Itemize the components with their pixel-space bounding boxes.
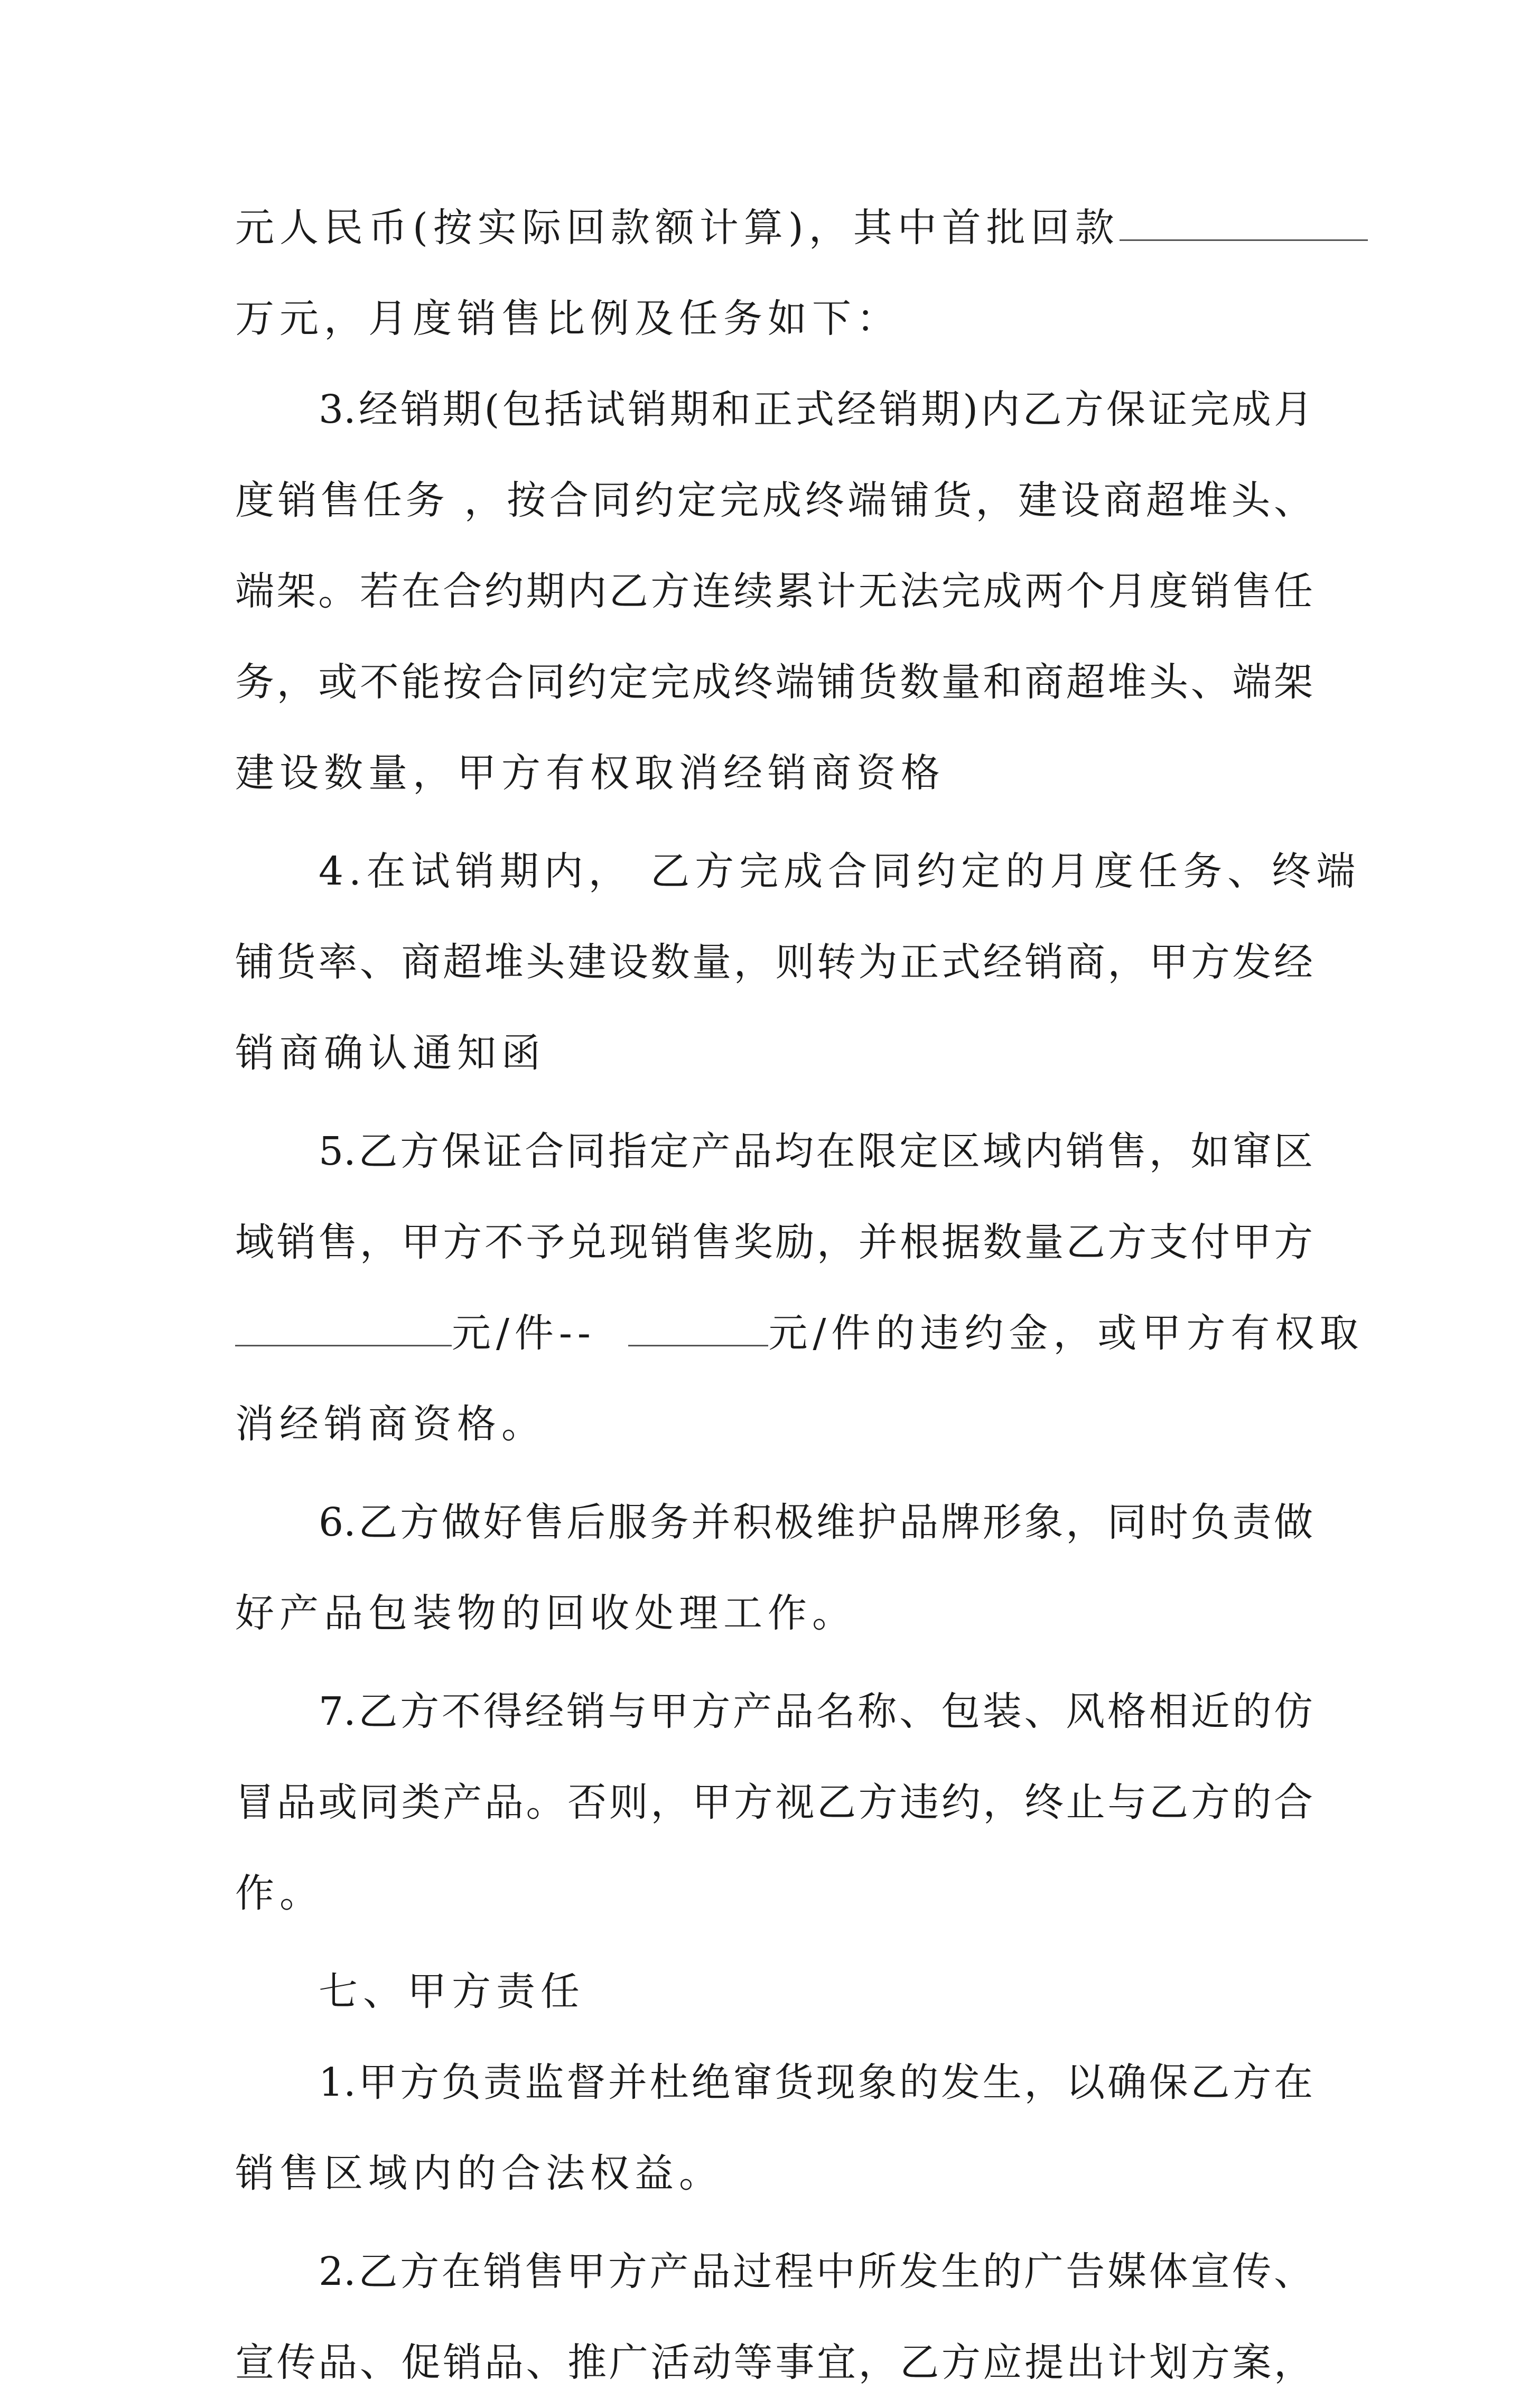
line-text: 7.乙方不得经销与甲方产品名称、包装、风格相近的仿 <box>319 1689 1313 1734</box>
fill-in-blank <box>628 1314 768 1346</box>
paragraph-start-line <box>235 2226 1313 2317</box>
text-line <box>235 1008 1313 1099</box>
contract-body-text <box>235 182 1364 2408</box>
line-text: 好产品包装物的回收处理工作。 <box>235 1591 856 1636</box>
line-text: 七、甲方责任 <box>319 1969 585 2014</box>
line-text: 建设数量，甲方有权取消经销商资格 <box>235 750 945 796</box>
line-text: 宣传品、促销品、推广活动等事宜，乙方应提出计划方案， <box>235 2340 1313 2385</box>
line-text: 6.乙方做好售后服务并积极维护品牌形象，同时负责做 <box>319 1500 1313 1545</box>
text-line <box>235 546 1313 637</box>
text-line <box>235 273 1313 364</box>
line-text: 元人民币(按实际回款额计算)，其中首批回款 <box>235 205 1120 250</box>
line-text: 4.在试销期内， 乙方完成合同约定的月度任务、终端 <box>319 849 1361 894</box>
paragraph-gap <box>235 1659 1313 1666</box>
line-text: 消经销商资格。 <box>235 1401 546 1447</box>
text-line <box>235 728 1313 819</box>
line-text: 务，或不能按合同约定完成终端铺货数量和商超堆头、端架 <box>235 659 1313 705</box>
paragraph-gap <box>235 1470 1313 1477</box>
paragraph-gap <box>235 1939 1313 1946</box>
text-line <box>235 2128 1313 2219</box>
paragraph-start-line <box>235 1106 1313 1197</box>
line-text: 万元，月度销售比例及任务如下： <box>235 296 901 341</box>
paragraph-gap <box>235 1099 1313 1106</box>
line-text: 元/件的违约金，或甲方有权取 <box>768 1310 1364 1356</box>
line-text: 销商确认通知函 <box>235 1030 546 1076</box>
text-line <box>235 2317 1313 2408</box>
paragraph-gap <box>235 2219 1313 2226</box>
text-line <box>235 1197 1313 1288</box>
paragraph-start-line <box>235 1477 1313 1568</box>
line-text: 作。 <box>235 1871 324 1916</box>
text-line <box>235 1379 1313 1470</box>
line-text: 2.乙方在销售甲方产品过程中所发生的广告媒体宣传、 <box>319 2249 1313 2294</box>
text-line <box>235 455 1313 546</box>
fill-in-blank <box>235 1314 452 1346</box>
text-line <box>235 917 1313 1008</box>
text-line-with-blanks <box>235 1288 1364 1379</box>
line-text: 铺货率、商超堆头建设数量，则转为正式经销商，甲方发经 <box>235 940 1313 985</box>
paragraph-start-line <box>235 2037 1313 2128</box>
line-text: 冒品或同类产品。否则，甲方视乙方违约，终止与乙方的合 <box>235 1780 1313 1825</box>
section-heading <box>235 1946 1313 2037</box>
paragraph-start-line <box>235 364 1313 455</box>
line-text: 1.甲方负责监督并杜绝窜货现象的发生，以确保乙方在 <box>319 2060 1313 2105</box>
line-text: 域销售，甲方不予兑现销售奖励，并根据数量乙方支付甲方 <box>235 1220 1313 1265</box>
line-text: 销售区域内的合法权益。 <box>235 2151 723 2196</box>
line-text: 元/件-- <box>452 1310 614 1356</box>
text-line <box>235 1757 1313 1848</box>
line-text: 5.乙方保证合同指定产品均在限定区域内销售，如窜区 <box>319 1129 1313 1174</box>
text-line <box>235 1568 1313 1659</box>
line-text: 度销售任务 ，按合同约定完成终端铺货，建设商超堆头、 <box>235 478 1313 523</box>
paragraph-start-line <box>235 826 1361 917</box>
paragraph-gap <box>235 819 1313 826</box>
text-line <box>235 182 1313 273</box>
fill-in-blank <box>1120 209 1368 241</box>
text-line <box>235 637 1313 728</box>
text-line <box>235 1848 1313 1939</box>
line-text: 3.经销期(包括试销期和正式经销期)内乙方保证完成月 <box>319 387 1313 432</box>
line-text: 端架。若在合约期内乙方连续累计无法完成两个月度销售任 <box>235 569 1313 614</box>
paragraph-start-line <box>235 1666 1313 1757</box>
